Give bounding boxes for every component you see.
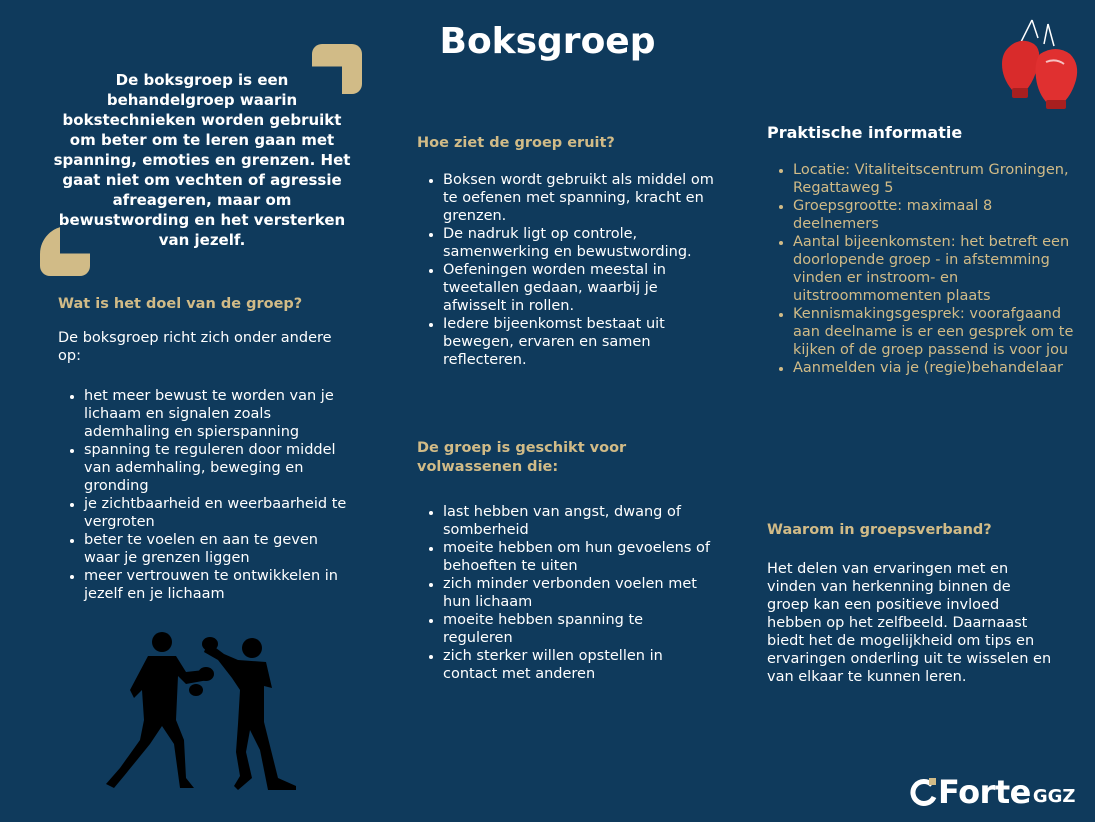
boxing-gloves-icon [998,18,1082,110]
page-title: Boksgroep [439,21,656,62]
list-item: • last hebben van angst, dwang of somberheid [443,503,717,539]
list-item: • De nadruk ligt op controle, samenwerking en bewustwording. [443,225,717,261]
list-item: • zich sterker willen opstellen in contact met anderen [443,647,717,683]
list-item: • meer vertrouwen te ontwikkelen in jezelf en je lichaam [84,567,348,603]
hoe-list [417,171,717,369]
list-item: • Aantal bijeenkomsten: het betreft een doorlopende groep - in afstemming vinden er instroom- en uitstroommomenten plaats [793,233,1077,305]
list-item: • beter te voelen en aan te geven waar je grenzen liggen [84,531,348,567]
geschikt-list [417,503,717,683]
list-item: • spanning te reguleren door middel van ademhaling, beweging en gronding [84,441,348,495]
logo-sub-text: GGZ [1032,785,1076,807]
geschikt-section [417,439,717,683]
intro-text: De boksgroep is een behandelgroep waarin bokstechnieken worden gebruikt om beter om te leren gaan met spanning, emoties en grenzen. Het gaat niet om vechten of agressie afreageren, maar om bewustwording en het versterken van jezelf. [53,71,351,249]
waarom-section [767,521,1057,686]
waarom-heading: Waarom in groepsverband? [767,522,992,538]
list-item: • Oefeningen worden meestal in tweetallen gedaan, waarbij je afwisselt in rollen. [443,261,717,315]
waarom-text: Het delen van ervaringen met en vinden van herkenning binnen de groep kan een positieve invloed hebben op het zelfbeeld. Daarnaast biedt het de mogelijkheid om tips en ervaringen onderling uit te wisselen en van elkaar te kunnen leren. [767,561,1052,685]
forte-logo [910,772,1075,812]
list-item: • zich minder verbonden voelen met hun lichaam [443,575,717,611]
list-item: • Kennismakingsgesprek: voorafgaand aan deelname is er een gesprek om te kijken of de groep passend is voor jou [793,305,1077,359]
hoe-section [417,134,717,369]
praktisch-list [767,161,1077,377]
praktisch-section [767,122,1077,377]
list-item: • moeite hebben om hun gevoelens of behoeften te uiten [443,539,717,575]
list-item: • je zichtbaarheid en weerbaarheid te vergroten [84,495,348,531]
geschikt-heading: De groep is geschikt voor volwassenen die: [417,440,627,475]
list-item: • Boksen wordt gebruikt als middel om te oefenen met spanning, kracht en grenzen. [443,171,717,225]
logo-main-text: Forte [938,773,1031,811]
list-item: • het meer bewust te worden van je lichaam en signalen zoals ademhaling en spierspanning [84,387,348,441]
praktisch-heading: Praktische informatie [767,123,963,142]
doel-section [58,295,348,603]
list-item: • Locatie: Vitaliteitscentrum Groningen, Regattaweg 5 [793,161,1077,197]
hoe-heading: Hoe ziet de groep eruit? [417,135,615,151]
list-item: • moeite hebben spanning te reguleren [443,611,717,647]
list-item: • Aanmelden via je (regie)behandelaar [793,359,1077,377]
doel-lead: De boksgroep richt zich onder andere op: [58,330,332,364]
logo-mark-icon [910,777,938,807]
list-item: • Iedere bijeenkomst bestaat uit bewegen, ervaren en samen reflecteren. [443,315,717,369]
boxers-silhouette [100,628,300,792]
doel-heading: Wat is het doel van de groep? [58,296,303,312]
list-item: • Groepsgrootte: maximaal 8 deelnemers [793,197,1077,233]
doel-list [58,387,348,603]
